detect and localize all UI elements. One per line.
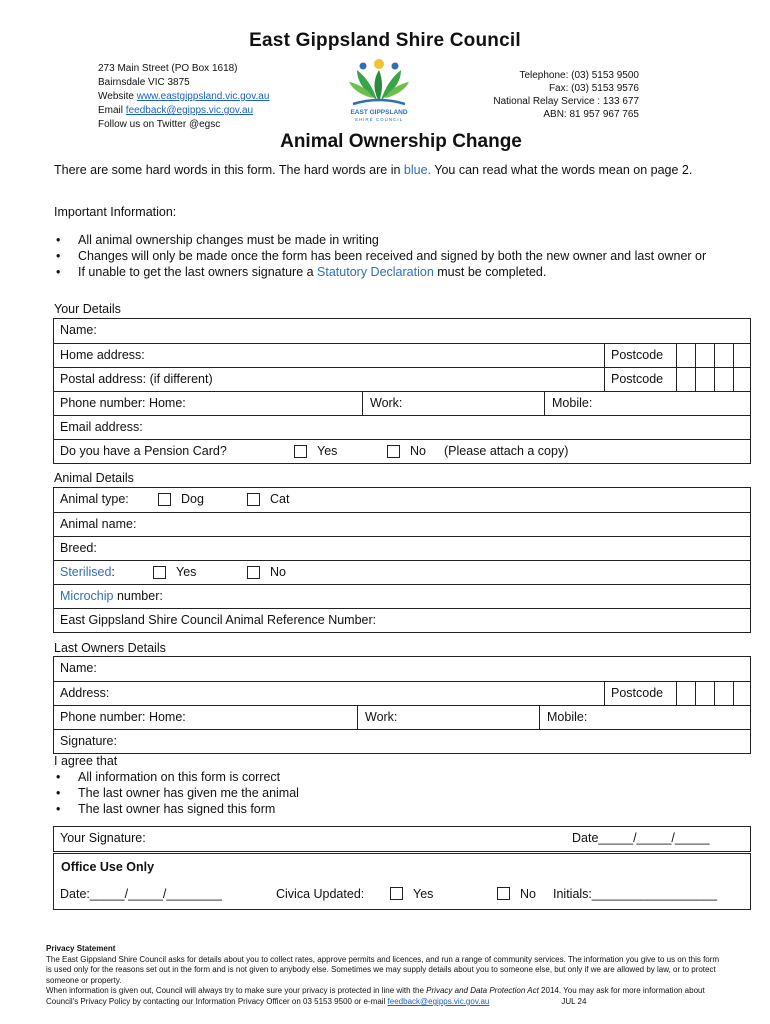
- pension-question: Do you have a Pension Card?: [60, 444, 227, 458]
- pension-no-label: No: [410, 444, 426, 458]
- telephone: Telephone: (03) 5153 9500: [519, 70, 639, 81]
- important-info-label: Important Information:: [54, 205, 177, 219]
- civica-yes-label: Yes: [413, 887, 434, 901]
- email-field[interactable]: [54, 415, 750, 439]
- email-label: Email address:: [60, 420, 143, 434]
- intro-part-1: There are some hard words in this form. The hard words are in: [54, 163, 404, 177]
- privacy-text-1: The East Gippsland Shire Council asks for details about you to collect rates, approve permits and licences, and run a range of community services. The information you give to us on this form is used only for the reasons set out in the form and is not given to anybody else. Sometimes we may supply details about you to someone else, but only if we are allowed by law, or to protect someone or property.: [46, 954, 720, 985]
- list-item: • All information on this form is correct: [54, 769, 299, 785]
- postal-address-label: Postal address: (if different): [60, 372, 213, 386]
- civica-updated-label: Civica Updated:: [276, 887, 365, 901]
- last-owner-phone-home-label: Phone number: Home:: [60, 710, 186, 724]
- microchip-term: Microchip: [60, 589, 114, 603]
- sterilised-yes-label: Yes: [176, 565, 197, 579]
- last-owner-signature-field[interactable]: [54, 729, 750, 753]
- address-line-2: Bairnsdale VIC 3875: [98, 77, 190, 88]
- privacy-text-2b: 2014. You may ask for more information about Council's Privacy Policy by contacting our Information Privacy Officer on 03 5153 9500 or e-mail: [46, 986, 705, 1006]
- last-owner-phone-work-label: Work:: [365, 710, 398, 724]
- privacy-email-link[interactable]: feedback@egipps.vic.gov.au: [387, 996, 490, 1006]
- sterilised-colon: :: [111, 565, 115, 579]
- pension-attach-note: (Please attach a copy): [444, 444, 569, 458]
- address-line-1: 273 Main Street (PO Box 1618): [98, 63, 238, 74]
- postcode-label: Postcode: [611, 686, 664, 700]
- animal-type-row: [54, 488, 750, 512]
- intro-text: [54, 162, 724, 178]
- agreement-block: [54, 753, 299, 817]
- signature-date-field: Date_____/_____/_____: [572, 831, 710, 845]
- animal-details-section: [53, 487, 751, 633]
- animal-name-label: Animal name:: [60, 517, 137, 531]
- your-signature-section: [53, 826, 751, 852]
- postcode-label: Postcode: [611, 348, 664, 362]
- form-version: JUL 24: [561, 996, 587, 1006]
- bullet3-part-2: must be completed.: [433, 265, 547, 279]
- postal-address-field[interactable]: [54, 367, 750, 391]
- website-link[interactable]: www.eastgippsland.vic.gov.au: [136, 91, 270, 102]
- email-line: [98, 104, 269, 118]
- name-label: Name:: [60, 323, 97, 337]
- email-label: Email: [98, 105, 126, 116]
- statutory-declaration-term: Statutory Declaration: [317, 265, 434, 279]
- email-link[interactable]: feedback@egipps.vic.gov.au: [125, 105, 254, 116]
- phone-mobile-label: Mobile:: [552, 396, 593, 410]
- civica-no-label: No: [520, 887, 536, 901]
- website-label: Website: [98, 91, 137, 102]
- privacy-statement: [46, 944, 726, 1008]
- fax: Fax: (03) 5153 9576: [548, 83, 639, 94]
- list-item: • Changes will only be made once the form has been received and signed by both the new owner and last owner or: [54, 248, 734, 264]
- council-name: East Gippsland Shire Council: [249, 30, 521, 51]
- form-title: Animal Ownership Change: [280, 131, 522, 152]
- sterilised-no-label: No: [270, 565, 286, 579]
- last-owner-heading: Last Owners Details: [54, 641, 166, 655]
- logo-text-line-1: EAST GIPPSLAND: [350, 109, 408, 116]
- last-owner-signature-label: Signature:: [60, 734, 117, 748]
- microchip-label: [60, 589, 163, 603]
- reference-number-field[interactable]: [54, 608, 750, 632]
- important-info-list: [54, 232, 734, 280]
- last-owner-phone-mobile-label: Mobile:: [547, 710, 588, 724]
- civica-no-checkbox[interactable]: [497, 887, 510, 900]
- name-field[interactable]: [54, 319, 750, 343]
- intro-blue-word: blue.: [403, 163, 432, 177]
- reference-number-label: East Gippsland Shire Council Animal Reference Number:: [60, 613, 377, 627]
- your-signature-label: Your Signature:: [60, 831, 146, 845]
- abn: ABN: 81 957 967 765: [543, 109, 639, 120]
- twitter-line: Follow us on Twitter @egsc: [98, 119, 221, 130]
- home-address-field[interactable]: [54, 343, 750, 367]
- cat-label: Cat: [270, 492, 290, 506]
- website-line: [98, 90, 269, 104]
- civica-yes-checkbox[interactable]: [390, 887, 403, 900]
- animal-details-heading: Animal Details: [54, 471, 134, 485]
- list-item: • The last owner has signed this form: [54, 801, 299, 817]
- sterilised-yes-checkbox[interactable]: [153, 566, 166, 579]
- office-use-title: Office Use Only: [61, 860, 155, 874]
- microchip-field[interactable]: [54, 584, 750, 608]
- list-item: • The last owner has given me the animal: [54, 785, 299, 801]
- bullet3-part-1: If unable to get the last owners signature a: [78, 265, 318, 279]
- list-item: [54, 264, 734, 280]
- phone-row[interactable]: [54, 391, 750, 415]
- phone-work-label: Work:: [370, 396, 403, 410]
- privacy-act-name: Privacy and Data Protection Act: [426, 986, 539, 996]
- animal-name-field[interactable]: [54, 512, 750, 536]
- pension-no-checkbox[interactable]: [387, 445, 400, 458]
- sterilised-term: Sterilised: [60, 565, 112, 579]
- council-contact-block: [493, 69, 639, 121]
- microchip-number-label: number:: [113, 589, 163, 603]
- privacy-heading: Privacy Statement: [46, 944, 116, 953]
- list-item: • All animal ownership changes must be made in writing: [54, 232, 734, 248]
- last-owner-name-label: Name:: [60, 661, 97, 675]
- cat-checkbox[interactable]: [247, 493, 260, 506]
- last-owner-address-label: Address:: [60, 686, 110, 700]
- sterilised-row: [54, 560, 750, 584]
- privacy-text-2: [46, 986, 726, 1007]
- pension-yes-checkbox[interactable]: [294, 445, 307, 458]
- pension-row: [54, 439, 750, 463]
- privacy-text-2a: When information is given out, Council will always try to make sure your privacy is protected in line with the: [46, 986, 427, 996]
- initials-field: Initials:__________________: [553, 887, 718, 901]
- breed-label: Breed:: [60, 541, 97, 555]
- phone-home-label: Phone number: Home:: [60, 396, 186, 410]
- sterilised-label: [60, 565, 115, 579]
- office-use-section: [53, 853, 751, 910]
- breed-field[interactable]: [54, 536, 750, 560]
- agreement-intro: I agree that: [54, 754, 118, 768]
- last-owner-phone-row[interactable]: [54, 705, 750, 729]
- dog-checkbox[interactable]: [158, 493, 171, 506]
- council-logo: [343, 52, 415, 124]
- dog-label: Dog: [181, 492, 204, 506]
- office-date-field: Date:_____/_____/________: [60, 887, 222, 901]
- intro-part-2: You can read what the words mean on page 2.: [431, 163, 693, 177]
- logo-text-line-2: SHIRE COUNCIL: [354, 117, 404, 122]
- pension-yes-label: Yes: [317, 444, 338, 458]
- postcode-label: Postcode: [611, 372, 664, 386]
- home-address-label: Home address:: [60, 348, 145, 362]
- relay-service: National Relay Service : 133 677: [493, 96, 639, 107]
- council-address-block: [98, 62, 269, 132]
- your-details-heading: Your Details: [54, 302, 121, 316]
- last-owner-name-field[interactable]: [54, 657, 750, 681]
- agreement-list: [54, 769, 299, 817]
- sterilised-no-checkbox[interactable]: [247, 566, 260, 579]
- last-owner-section: [53, 656, 751, 754]
- animal-type-label: Animal type:: [60, 492, 129, 506]
- last-owner-address-field[interactable]: [54, 681, 750, 705]
- your-details-section: [53, 318, 751, 464]
- your-signature-field[interactable]: [54, 827, 750, 851]
